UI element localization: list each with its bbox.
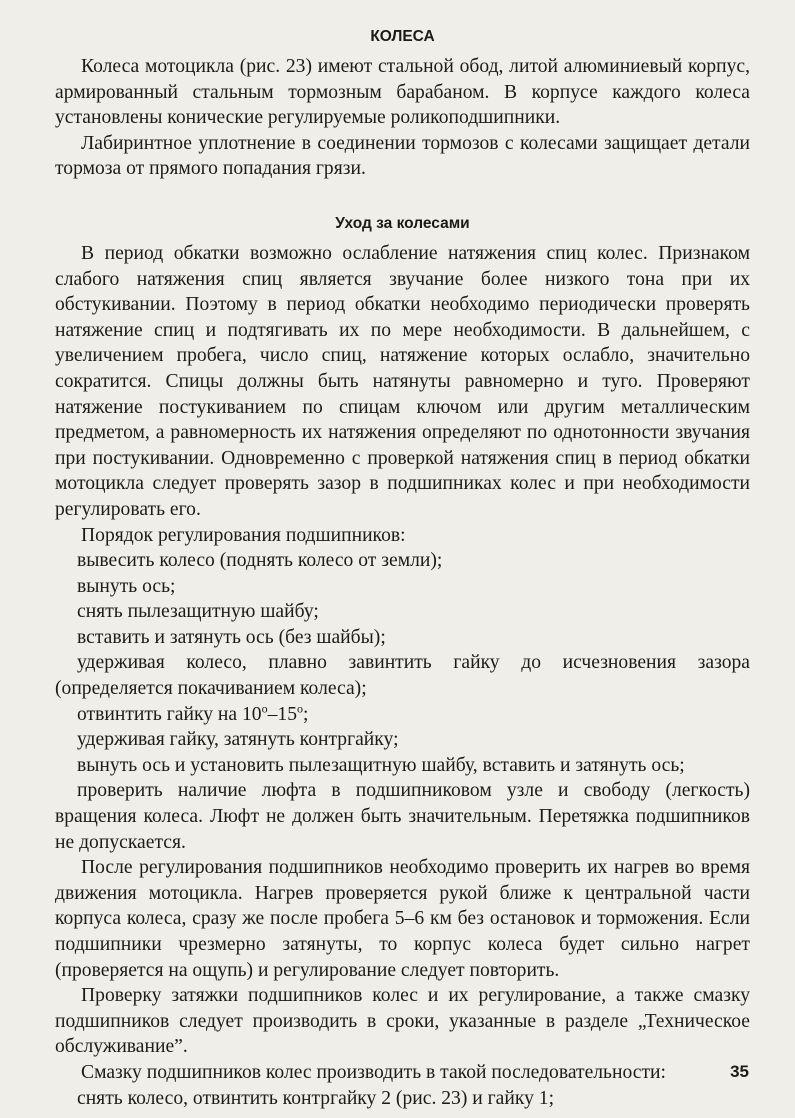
- after-regulation-paragraph: После регулирования подшипников необходимо проверить их нагрев во время движения мотоцикла. Нагрев проверяется рукой ближе к центральной части корпуса колеса, сразу же после пробега 5–6 км без остановок и торможения. Если подшипники чрезмерно затянуты, то корпус колеса будет сильно нагрет (проверяется на ощупь) и регулирование следует повторить.: [55, 857, 750, 981]
- step-item: проверить наличие люфта в подшипниковом узле и свободу (легкость) вращения колеса. Люфт не должен быть значительным. Перетяжка подшипников не допускается.: [55, 780, 750, 853]
- lubrication-intro: Смазку подшипников колес производить в такой последовательности:: [81, 1061, 666, 1083]
- section-title: КОЛЕСА: [370, 28, 435, 45]
- check-schedule-paragraph: Проверку затяжки подшипников колес и их регулирование, а также смазку подшипников следует производить в сроки, указанные в разделе „Техническое обслуживание”.: [55, 985, 750, 1058]
- step-item: вывесить колесо (поднять колесо от земли);: [77, 550, 443, 572]
- page-content: [55, 28, 750, 1111]
- step-loosen-text: отвинтить гайку на 10: [77, 703, 262, 725]
- step-item: вставить и затянуть ось (без шайбы);: [77, 626, 386, 648]
- step-item: удерживая гайку, затянуть контргайку;: [77, 729, 399, 751]
- step-item-loosen-nut: [55, 702, 750, 728]
- lubrication-step: снять колесо, отвинтить контргайку 2 (рис. 23) и гайку 1;: [77, 1087, 555, 1109]
- step-loosen-range: –15: [267, 703, 297, 725]
- intro-paragraph-1: Колеса мотоцикла (рис. 23) имеют стальной обод, литой алюминиевый корпус, армированный стальным тормозным барабаном. В корпусе каждого колеса установлены конические регулируемые роликоподшипники.: [55, 56, 750, 129]
- step-item: снять пылезащитную шайбу;: [77, 601, 319, 623]
- step-item: вынуть ось;: [77, 575, 176, 597]
- degree-mark: о: [261, 701, 268, 716]
- care-paragraph: В период обкатки возможно ослабление натяжения спиц колес. Признаком слабого натяжения спиц является звучание более низкого тона при их обстукивании. Поэтому в период обкатки необходимо периодически проверять натяжение спиц и подтягивать их по мере необходимости. В дальнейшем, с увеличением пробега, число спиц, натяжение которых ослабло, значительно сократится. Спицы должны быть натянуты равномерно и туго. Проверяют натяжение постукиванием по спицам ключом или другим металлическим предметом, а равномерность их натяжения определяют по однотонности звучания при постукивании. Одновременно с проверкой натяжения спиц в период обкатки мотоцикла следует проверять зазор в подшипниках колес и при необходимости регулировать его.: [55, 242, 750, 520]
- subsection-title: Уход за колесами: [335, 214, 470, 232]
- degree-mark: о: [297, 701, 303, 716]
- step-item: удерживая колесо, плавно завинтить гайку до исчезновения зазора (определяется покачиванием колеса);: [55, 652, 750, 700]
- page-number: 35: [730, 1062, 749, 1081]
- intro-paragraph-2: Лабиринтное уплотнение в соединении тормозов с колесами защищает детали тормоза от прямого попадания грязи.: [55, 132, 750, 180]
- procedure-intro: Порядок регулирования подшипников:: [81, 524, 406, 546]
- step-item: вынуть ось и установить пылезащитную шайбу, вставить и затянуть ось;: [77, 754, 685, 776]
- step-loosen-end: ;: [303, 703, 309, 725]
